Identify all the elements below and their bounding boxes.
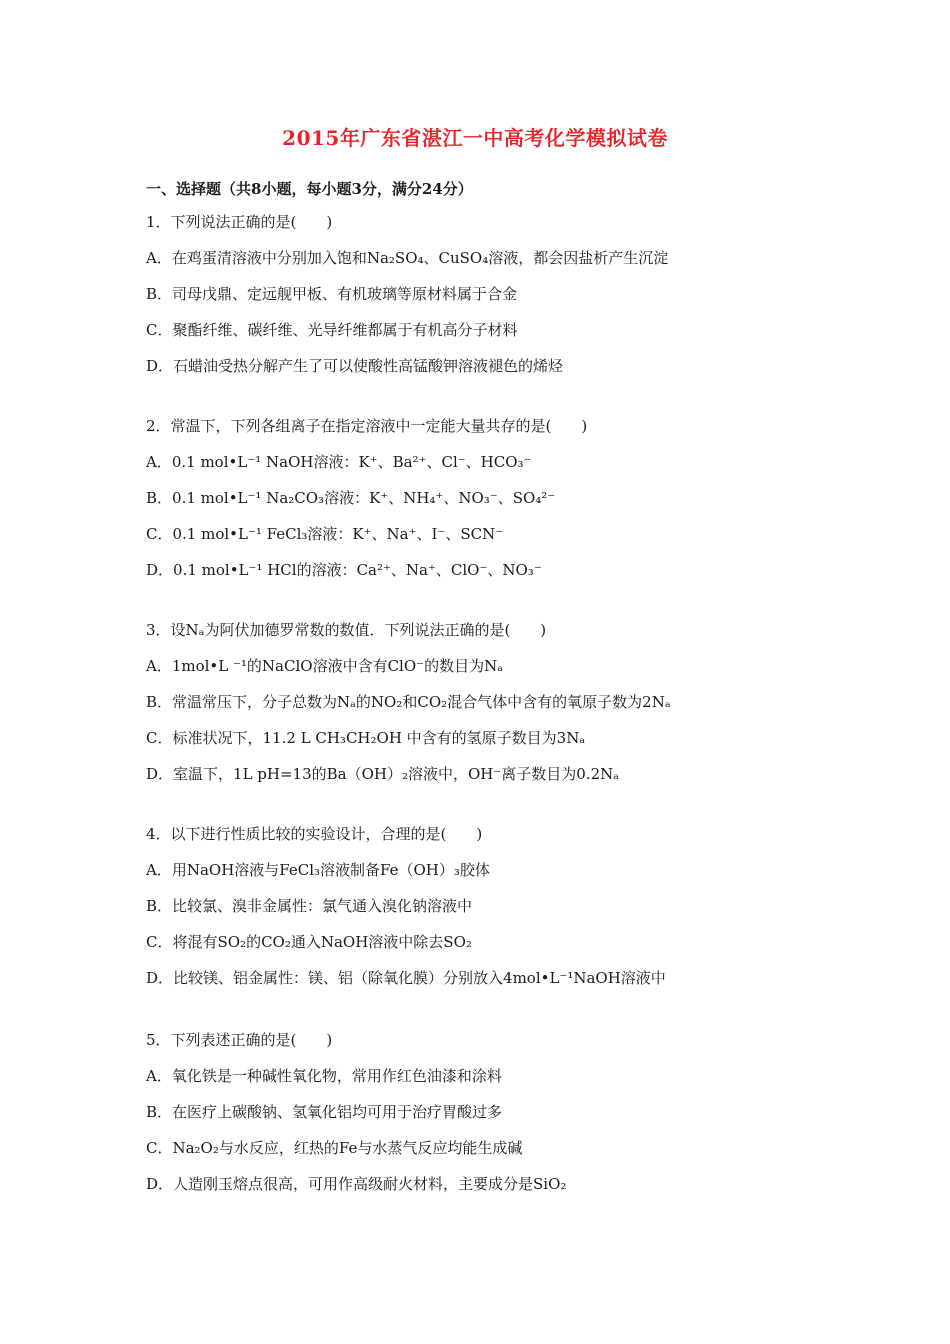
option-d: D．石蜡油受热分解产生了可以使酸性高锰酸钾溶液褪色的烯烃 — [146, 357, 564, 375]
option-d: D．比较镁、铝金属性：镁、铝（除氧化膜）分别放入4mol•L⁻¹NaOH溶液中 — [146, 969, 666, 987]
option-c: C．聚酯纤维、碳纤维、光导纤维都属于有机高分子材料 — [146, 321, 518, 339]
option-b: B．常温常压下，分子总数为Nₐ的NO₂和CO₂混合气体中含有的氧原子数为2Nₐ — [146, 693, 671, 711]
option-c: C．将混有SO₂的CO₂通入NaOH溶液中除去SO₂ — [146, 933, 472, 951]
option-c: C．0.1 mol•L⁻¹ FeCl₃溶液：K⁺、Na⁺、I⁻、SCN⁻ — [146, 525, 504, 543]
page-title: 2015年广东省湛江一中高考化学模拟试卷 — [282, 126, 668, 150]
option-a: A．1mol•L ⁻¹的NaClO溶液中含有ClO⁻的数目为Nₐ — [146, 657, 503, 675]
option-a: A．在鸡蛋清溶液中分别加入饱和Na₂SO₄、CuSO₄溶液，都会因盐析产生沉淀 — [146, 249, 669, 267]
question-stem: 3．设Nₐ为阿伏加德罗常数的数值．下列说法正确的是( ) — [146, 621, 547, 639]
question-2 — [146, 408, 866, 588]
option-a: A．用NaOH溶液与FeCl₃溶液制备Fe（OH）₃胶体 — [146, 861, 490, 879]
question-5 — [146, 1022, 866, 1202]
question-3 — [146, 612, 866, 792]
option-a: A．氧化铁是一种碱性氧化物，常用作红色油漆和涂料 — [146, 1067, 502, 1085]
question-4 — [146, 816, 866, 996]
section-heading: 一、选择题（共8小题，每小题3分，满分24分） — [146, 180, 473, 198]
option-b: B．比较氯、溴非金属性：氯气通入溴化钠溶液中 — [146, 897, 473, 915]
option-c: C．Na₂O₂与水反应，红热的Fe与水蒸气反应均能生成碱 — [146, 1139, 523, 1157]
option-b: B．在医疗上碳酸钠、氢氧化铝均可用于治疗胃酸过多 — [146, 1103, 503, 1121]
question-1 — [146, 204, 866, 384]
option-b: B．司母戊鼎、定远舰甲板、有机玻璃等原材料属于合金 — [146, 285, 518, 303]
option-d: D．室温下，1L pH=13的Ba（OH）₂溶液中，OH⁻离子数目为0.2Nₐ — [146, 765, 620, 783]
question-stem: 5．下列表述正确的是( ) — [146, 1031, 333, 1049]
question-stem: 4．以下进行性质比较的实验设计，合理的是( ) — [146, 825, 483, 843]
option-c: C．标准状况下，11.2 L CH₃CH₂OH 中含有的氢原子数目为3Nₐ — [146, 729, 586, 747]
option-d: D．人造刚玉熔点很高，可用作高级耐火材料，主要成分是SiO₂ — [146, 1175, 567, 1193]
option-d: D．0.1 mol•L⁻¹ HCl的溶液：Ca²⁺、Na⁺、ClO⁻、NO₃⁻ — [146, 561, 542, 579]
option-b: B．0.1 mol•L⁻¹ Na₂CO₃溶液：K⁺、NH₄⁺、NO₃⁻、SO₄²⁻ — [146, 489, 556, 507]
question-stem: 1．下列说法正确的是( ) — [146, 213, 333, 231]
option-a: A．0.1 mol•L⁻¹ NaOH溶液：K⁺、Ba²⁺、Cl⁻、HCO₃⁻ — [146, 453, 532, 471]
question-stem: 2．常温下，下列各组离子在指定溶液中一定能大量共存的是( ) — [146, 417, 588, 435]
